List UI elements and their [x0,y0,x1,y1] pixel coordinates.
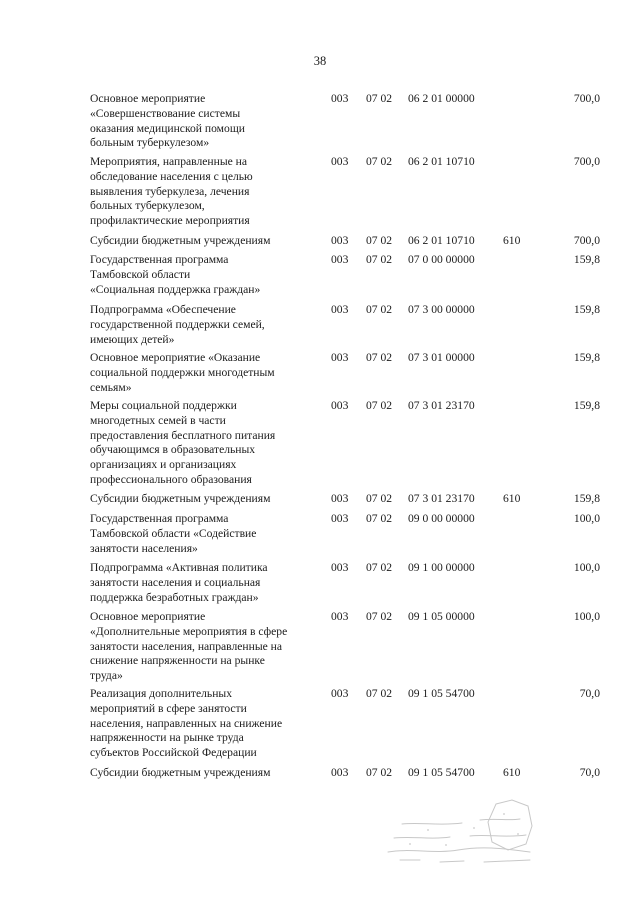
admin-code: 003 [331,399,349,412]
amount: 159,8 [573,399,600,412]
target-article-code: 09 1 05 54700 [408,687,475,700]
row-name [90,303,322,347]
section-code: 07 02 [366,92,393,105]
row-name [90,399,322,488]
target-article-code: 07 3 00 00000 [408,303,475,316]
row-name [90,766,322,781]
name-line: занятости населения» [90,541,198,555]
name-line: обучающимся в образовательных [90,443,256,457]
row-name [90,492,322,507]
name-line: «Совершенствование системы [90,106,241,120]
section-code: 07 02 [366,561,393,574]
amount: 100,0 [573,512,600,525]
admin-code: 003 [331,253,349,266]
row-name [90,253,322,297]
name-line: предоставления бесплатного питания [90,428,276,442]
expense-type-code: 610 [503,766,521,779]
admin-code: 003 [331,155,349,168]
admin-code: 003 [331,687,349,700]
amount: 700,0 [573,92,600,105]
faint-stamp [380,790,540,870]
amount: 100,0 [573,561,600,574]
section-code: 07 02 [366,234,393,247]
name-line: населения, направленных на снижение [90,716,283,730]
name-line: поддержка безработных граждан» [90,590,259,604]
row-name [90,687,322,761]
name-line: Субсидии бюджетным учреждениям [90,234,271,247]
target-article-code: 07 3 01 23170 [408,399,475,412]
section-code: 07 02 [366,512,393,525]
name-line: больным туберкулезом» [90,136,210,150]
target-article-code: 09 1 05 54700 [408,766,475,779]
name-line: Основное мероприятие [90,610,206,623]
admin-code: 003 [331,303,349,316]
row-name [90,234,322,249]
name-line: Тамбовской области «Содействие [90,526,257,540]
name-line: Субсидии бюджетным учреждениям [90,492,271,505]
amount: 159,8 [573,351,600,364]
amount: 700,0 [573,155,600,168]
section-code: 07 02 [366,399,393,412]
target-article-code: 09 1 05 00000 [408,610,475,623]
target-article-code: 06 2 01 10710 [408,234,475,247]
name-line: обследование населения с целью [90,169,253,183]
name-line: Меры социальной поддержки [90,399,237,412]
section-code: 07 02 [366,492,393,505]
row-name [90,512,322,556]
name-line: «Дополнительные мероприятия в сфере [90,624,288,638]
section-code: 07 02 [366,253,393,266]
expense-type-code: 610 [503,234,521,247]
admin-code: 003 [331,92,349,105]
admin-code: 003 [331,234,349,247]
admin-code: 003 [331,492,349,505]
row-name [90,155,322,229]
section-code: 07 02 [366,766,393,779]
row-name [90,610,322,684]
name-line: занятости населения и социальная [90,575,261,589]
amount: 100,0 [573,610,600,623]
name-line: Государственная программа [90,512,229,525]
name-line: имеющих детей» [90,332,175,346]
admin-code: 003 [331,351,349,364]
name-line: семьям» [90,380,132,394]
name-line: труда» [90,669,123,683]
name-line: Реализация дополнительных [90,687,233,700]
name-line: «Социальная поддержка граждан» [90,282,261,296]
name-line: больных туберкулезом, [90,199,205,213]
target-article-code: 06 2 01 10710 [408,155,475,168]
name-line: Подпрограмма «Активная политика [90,561,268,574]
name-line: напряженности на рынке труда [90,731,244,745]
name-line: профессионального образования [90,472,252,486]
admin-code: 003 [331,561,349,574]
row-name [90,561,322,605]
admin-code: 003 [331,610,349,623]
target-article-code: 06 2 01 00000 [408,92,475,105]
name-line: Основное мероприятие [90,92,206,105]
name-line: Государственная программа [90,253,229,266]
target-article-code: 09 0 00 00000 [408,512,475,525]
name-line: занятости населения, направленные на [90,639,283,653]
section-code: 07 02 [366,351,393,364]
name-line: многодетных семей в части [90,413,226,427]
amount: 159,8 [573,303,600,316]
name-line: Мероприятия, направленные на [90,155,248,168]
name-line: снижение напряженности на рынке [90,654,265,668]
amount: 700,0 [573,234,600,247]
name-line: государственной поддержки семей, [90,317,265,331]
admin-code: 003 [331,766,349,779]
name-line: субъектов Российской Федерации [90,746,257,760]
amount: 159,8 [573,253,600,266]
target-article-code: 09 1 00 00000 [408,561,475,574]
row-name [90,92,322,151]
section-code: 07 02 [366,687,393,700]
target-article-code: 07 3 01 23170 [408,492,475,505]
name-line: Основное мероприятие «Оказание [90,351,261,364]
name-line: Подпрограмма «Обеспечение [90,303,236,316]
name-line: оказания медицинской помощи [90,121,245,135]
target-article-code: 07 3 01 00000 [408,351,475,364]
section-code: 07 02 [366,155,393,168]
amount: 70,0 [579,766,600,779]
section-code: 07 02 [366,303,393,316]
name-line: профилактические мероприятия [90,214,250,228]
page-number: 38 [313,54,327,68]
section-code: 07 02 [366,610,393,623]
name-line: социальной поддержки многодетным [90,365,275,379]
row-name [90,351,322,395]
name-line: выявления туберкулеза, лечения [90,184,250,198]
admin-code: 003 [331,512,349,525]
expense-type-code: 610 [503,492,521,505]
name-line: Субсидии бюджетным учреждениям [90,766,271,779]
name-line: мероприятий в сфере занятости [90,701,247,715]
target-article-code: 07 0 00 00000 [408,253,475,266]
amount: 70,0 [579,687,600,700]
name-line: Тамбовской области [90,267,191,281]
amount: 159,8 [573,492,600,505]
name-line: организациях и организациях [90,458,237,472]
